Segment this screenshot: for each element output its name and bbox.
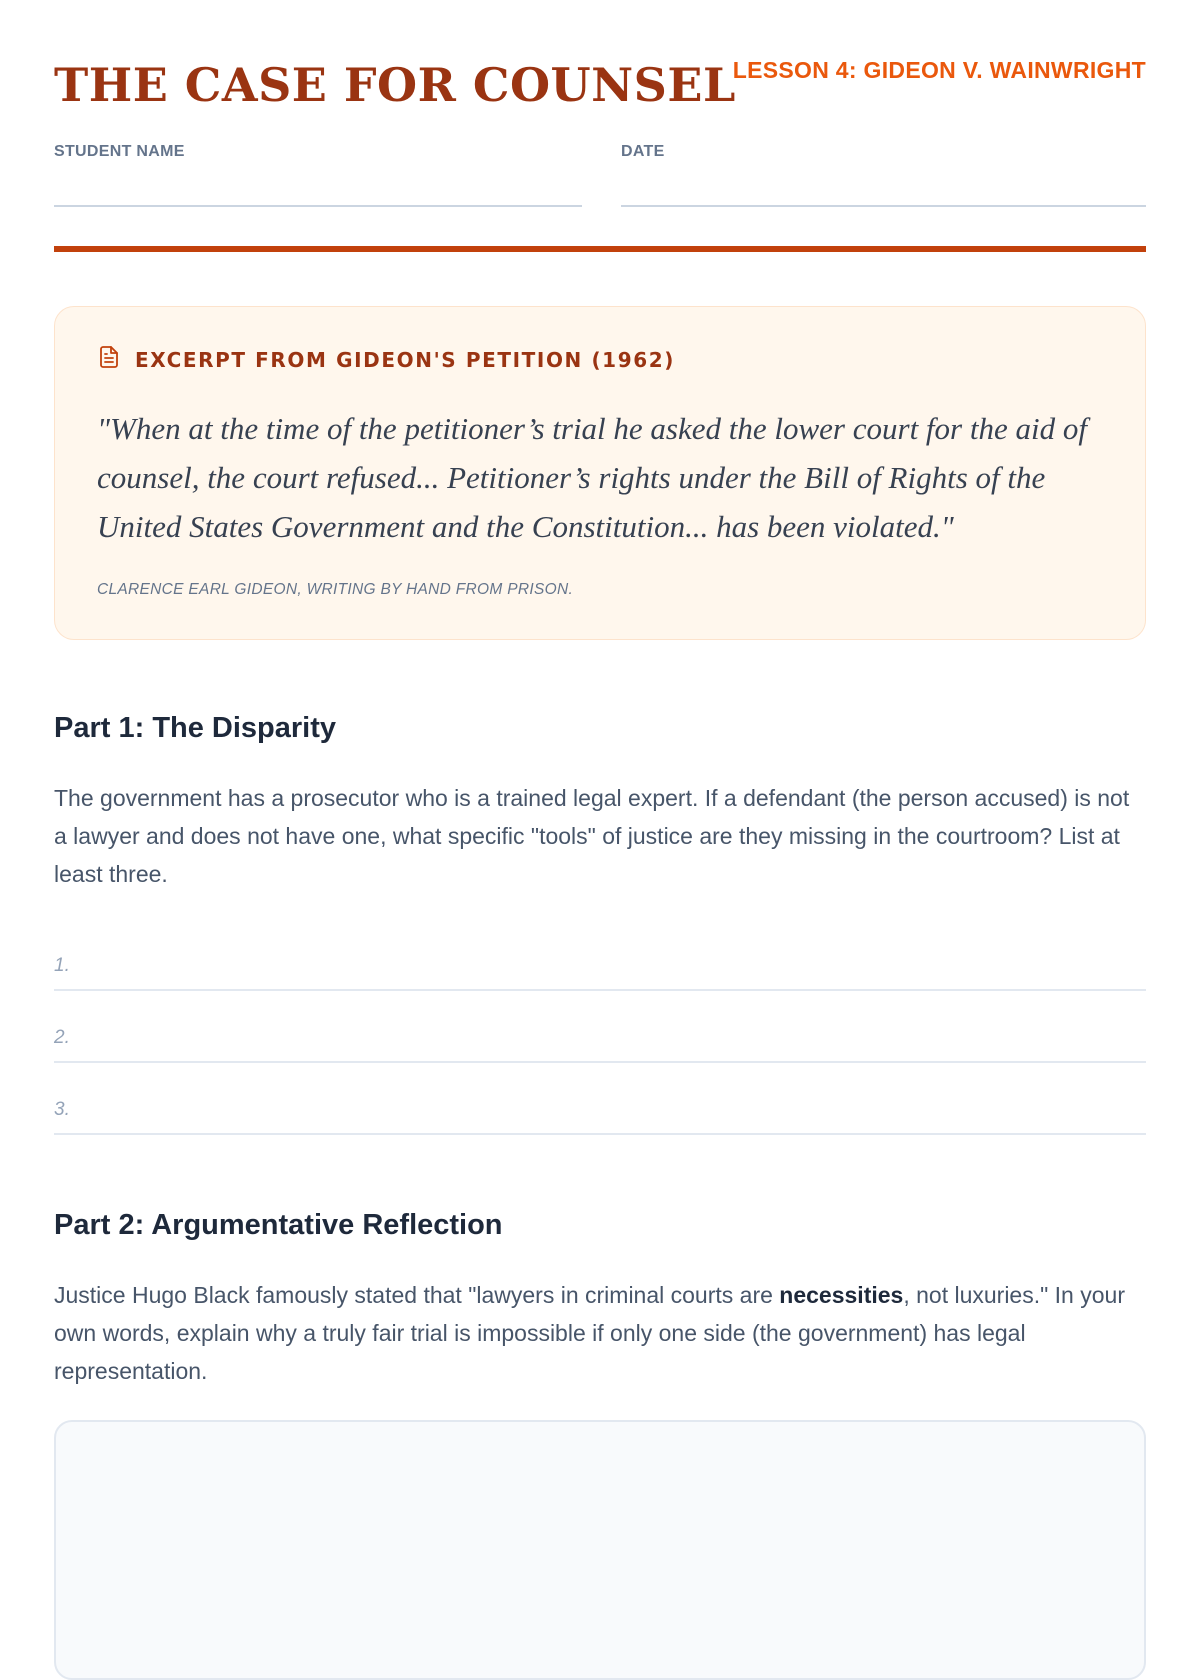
part-1-answer-list xyxy=(54,919,1146,1135)
answer-number: 2. xyxy=(54,1027,70,1048)
excerpt-attribution: CLARENCE EARL GIDEON, WRITING BY HAND FROM PRISON. xyxy=(97,581,574,598)
answer-line-2[interactable] xyxy=(54,991,1146,1063)
student-name-field[interactable] xyxy=(54,143,582,207)
excerpt-quote: "When at the time of the petitioner’s trial he asked the lower court for the aid of counsel, the court refused... Petitioner’s rights under the Bill of Rights of the United States Government and the Constitution... has been violated." xyxy=(97,411,1087,544)
date-line[interactable] xyxy=(621,205,1146,207)
lesson-label: LESSON 4: GIDEON V. WAINWRIGHT xyxy=(732,57,1146,83)
worksheet-header xyxy=(54,0,1146,252)
part-2-prompt-end: , not luxuries." In your own words, explain why a truly fair trial is impossible if only one side (the government) has legal representation. xyxy=(54,1282,1125,1384)
part-2-prompt xyxy=(54,1276,1146,1390)
excerpt-title: EXCERPT FROM GIDEON'S PETITION (1962) xyxy=(135,347,675,372)
answer-line-3[interactable] xyxy=(54,1063,1146,1135)
answer-line-1[interactable] xyxy=(54,919,1146,991)
excerpt-header xyxy=(97,345,1103,374)
page-title: THE CASE FOR COUNSEL xyxy=(54,58,736,112)
date-field[interactable] xyxy=(621,143,1146,207)
part-1-section xyxy=(54,712,1146,1135)
student-name-label: STUDENT NAME xyxy=(54,143,185,160)
answer-number: 3. xyxy=(54,1099,70,1120)
student-name-line[interactable] xyxy=(54,205,582,207)
part-1-prompt: The government has a prosecutor who is a trained legal expert. If a defendant (the person accused) is not a lawyer and does not have one, what specific "tools" of justice are they missing in the courtroom? List at least three. xyxy=(54,785,1130,887)
part-2-prompt-start: Justice Hugo Black famously stated that "lawyers in criminal courts are xyxy=(54,1282,780,1308)
part-1-title: Part 1: The Disparity xyxy=(54,712,337,744)
part-2-section xyxy=(54,1209,1146,1680)
reflection-response-box[interactable] xyxy=(54,1420,1146,1680)
answer-number: 1. xyxy=(54,955,70,976)
excerpt-box xyxy=(54,306,1146,640)
part-2-title: Part 2: Argumentative Reflection xyxy=(54,1209,503,1241)
date-label: DATE xyxy=(621,143,665,160)
document-icon xyxy=(97,345,121,374)
part-2-prompt-emphasis: necessities xyxy=(779,1282,904,1308)
